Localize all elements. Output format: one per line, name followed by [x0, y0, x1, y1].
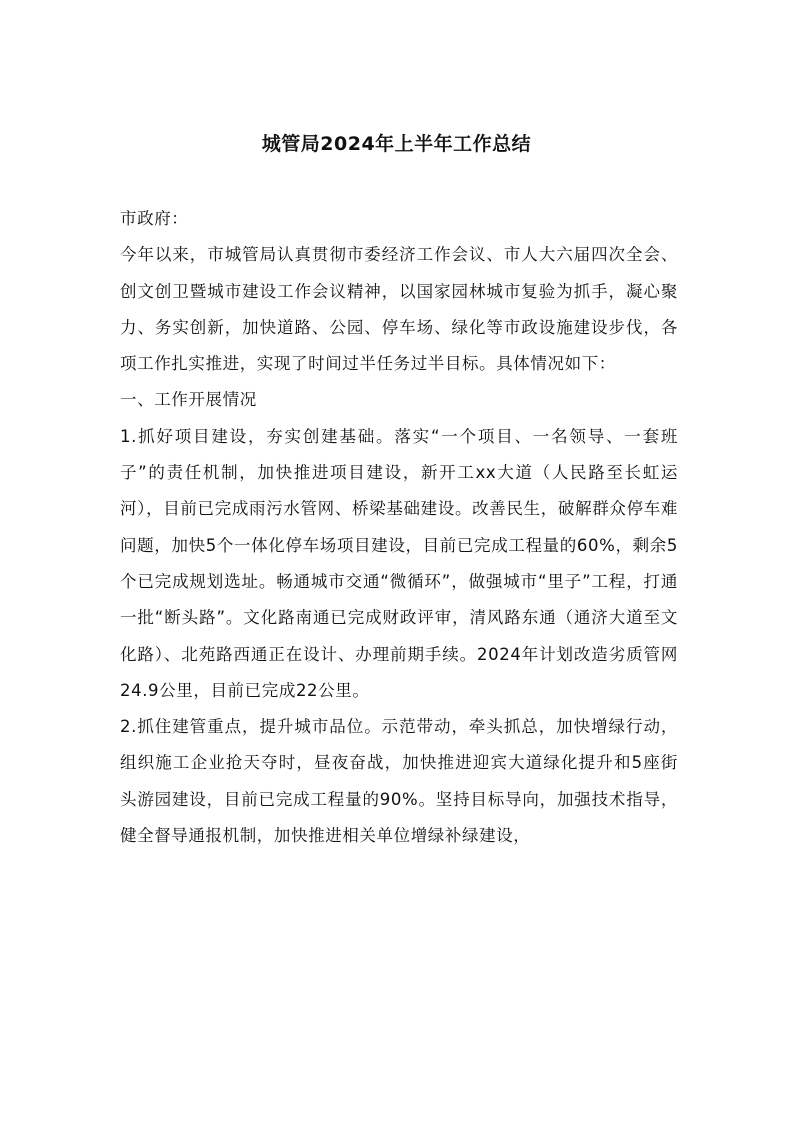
- document-title: 城管局2024年上半年工作总结: [261, 133, 532, 155]
- section-heading: 一、工作开展情况: [120, 390, 257, 410]
- intro-paragraph: 今年以来，市城管局认真贯彻市委经济工作会议、市人大六届四次全会、创文创卫暨城市建设工作会议精神，以国家园林城市复验为抓手，凝心聚力、务实创新，加快道路、公园、停车场、绿化等市政设施建设步伐，各项工作扎实推进，实现了时间过半任务过半目标。具体情况如下：: [120, 245, 678, 374]
- document-body: [120, 201, 678, 854]
- item-paragraph-1: 1.抓好项目建设，夯实创建基础。落实“一个项目、一名领导、一套班子”的责任机制，加快推进项目建设，新开工xx大道（人民路至长虹运河），目前已完成雨污水管网、桥梁基础建设。改善民生，破解群众停车难问题，加快5个一体化停车场项目建设，目前已完成工程量的60%，剩余5个已完成规划选址。畅通城市交通“微循环”，做强城市“里子”工程，打通一批“断头路”。文化路南通已完成财政评审，清风路东通（通济大道至文化路）、北苑路西通正在设计、办理前期手续。2024年计划改造劣质管网24.9公里，目前已完成22公里。: [120, 426, 678, 700]
- salutation: 市政府：: [120, 209, 189, 228]
- item-paragraph-2: 2.抓住建管重点，提升城市品位。示范带动，牵头抓总，加快增绿行动，组织施工企业抢天夺时，昼夜奋战，加快推进迎宾大道绿化提升和5座街头游园建设，目前已完成工程量的90%。坚持目标导向，加强技术指导，健全督导通报机制，加快推进相关单位增绿补绿建设，: [120, 717, 678, 846]
